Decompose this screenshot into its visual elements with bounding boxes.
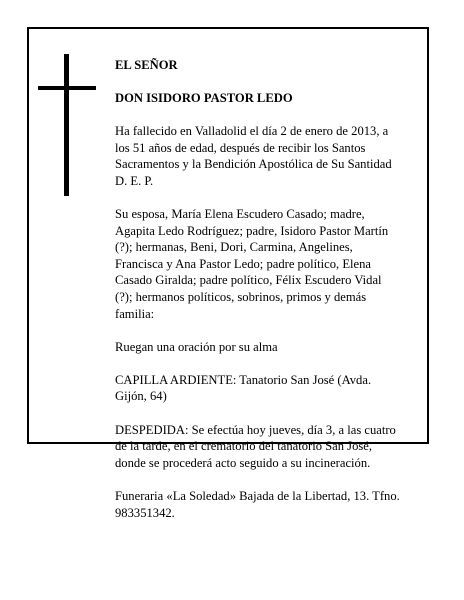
heading-title: EL SEÑOR bbox=[115, 57, 178, 72]
prayer-request: Ruegan una oración por su alma bbox=[115, 339, 278, 354]
cross-vertical-bar bbox=[64, 54, 69, 196]
deceased-name: DON ISIDORO PASTOR LEDO bbox=[115, 90, 293, 105]
obituary-text bbox=[115, 40, 427, 538]
death-announcement: Ha fallecido en Valladolid el día 2 de enero de 2013, a los 51 años de edad, después de recibir los Santos Sacramentos y la Bendición Apostólica de Su Santidad D. E. P. bbox=[115, 123, 392, 188]
cross-horizontal-bar bbox=[38, 86, 96, 90]
chapel-info: CAPILLA ARDIENTE: Tanatorio San José (Avda. Gijón, 64) bbox=[115, 372, 372, 404]
funeral-home-info: Funeraria «La Soledad» Bajada de la Libertad, 13. Tfno. 983351342. bbox=[115, 489, 400, 520]
farewell-info: DESPEDIDA: Se efectúa hoy jueves, día 3, a las cuatro de la tarde, en el crematorio del tanatorio San José, donde se procederá acto seguido a su incineración. bbox=[115, 422, 396, 470]
family-list: Su esposa, María Elena Escudero Casado; madre, Agapita Ledo Rodríguez; padre, Isidoro Pastor Martín (?); hermanas, Beni, Dori, Carmina, Angelines, Francisca y Ana Pastor Ledo; padre político, Elena Casado Giralda; padre político, Félix Escudero Vidal (?); hermanos políticos, sobrinos, primos y demás familia: bbox=[115, 206, 389, 321]
